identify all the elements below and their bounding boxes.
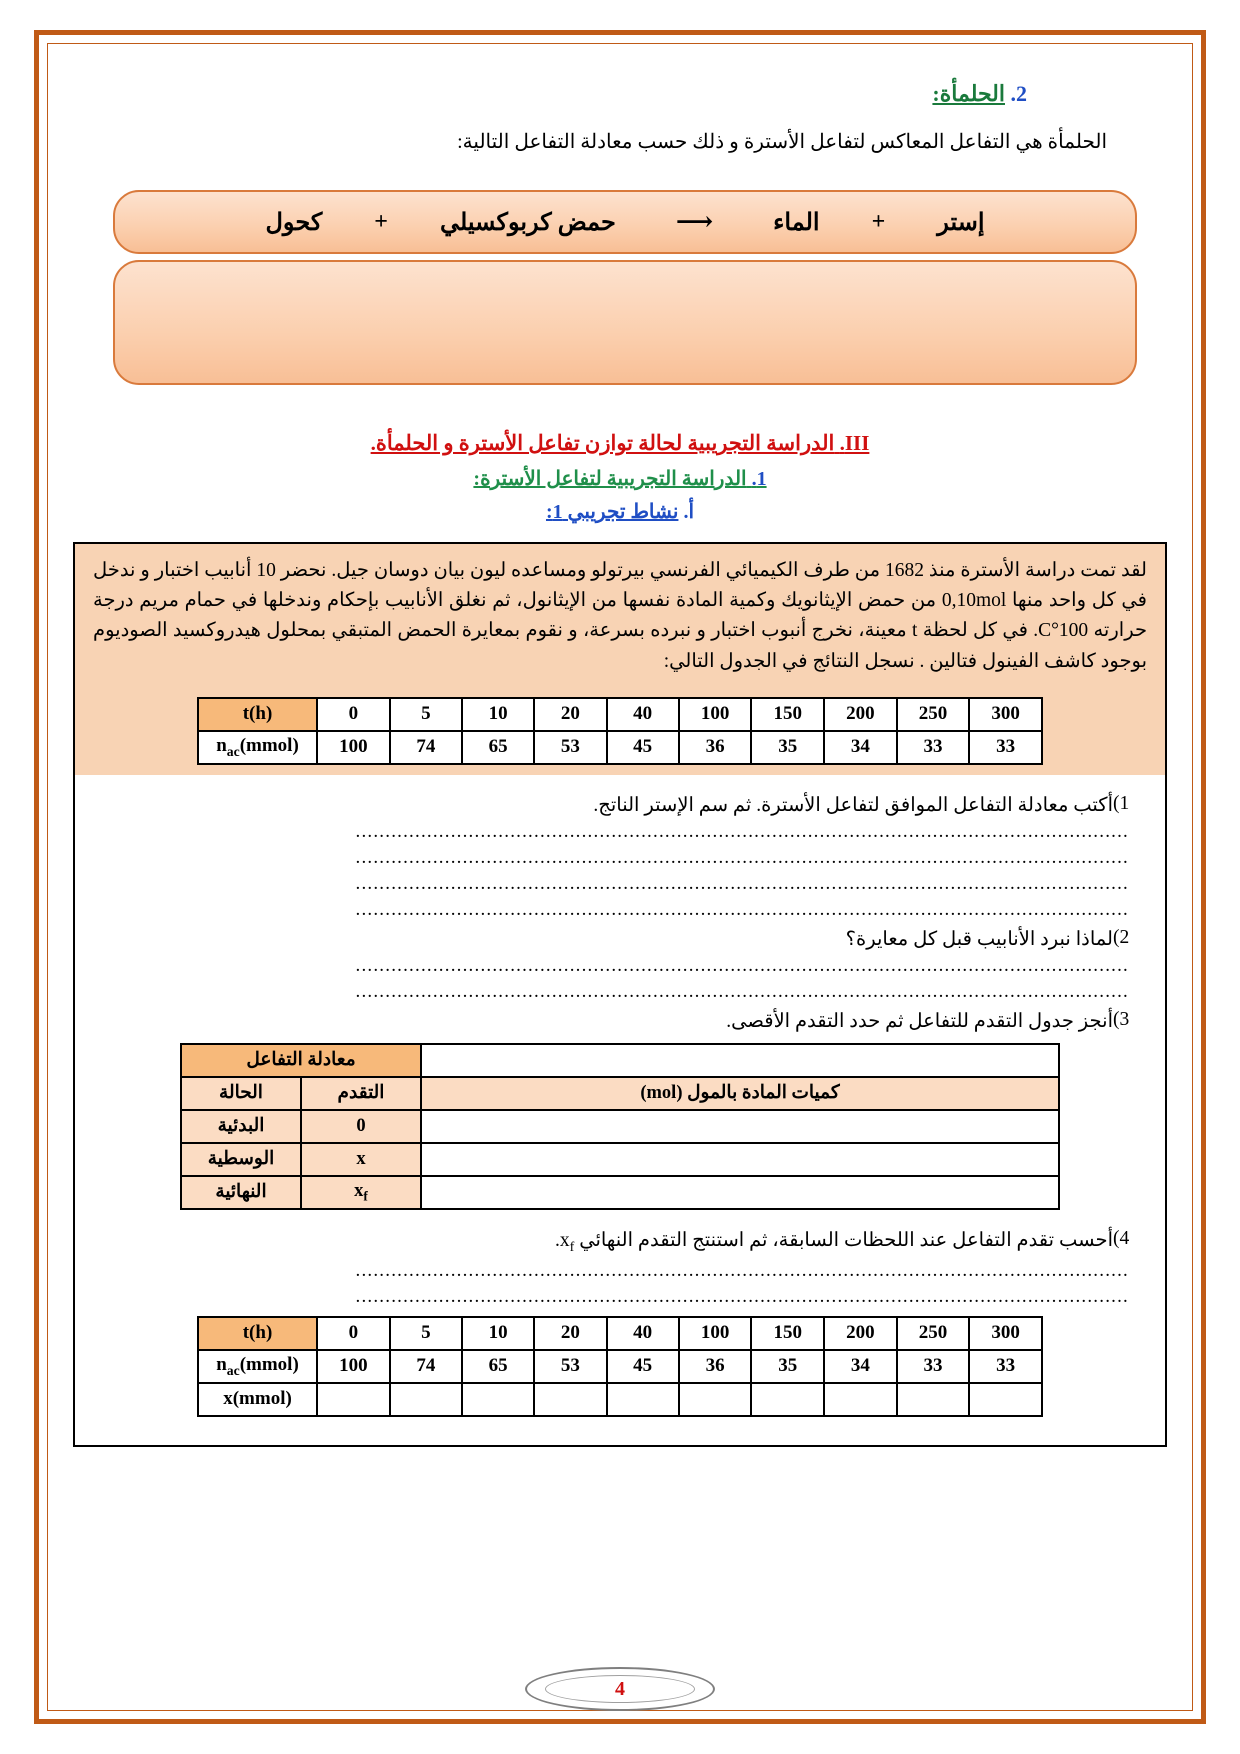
time-value: 150 (751, 1317, 824, 1350)
x-row-label: x(mmol) (198, 1383, 317, 1416)
advancement-table (180, 1043, 1060, 1210)
activity-description-area (75, 544, 1165, 691)
table-row (198, 1317, 1042, 1350)
page-number: 4 (545, 1675, 695, 1703)
equation-right-product-1: الماء (773, 209, 820, 236)
question-4-number: 4) (1113, 1227, 1130, 1249)
activity-heading (73, 499, 1167, 524)
question-3 (93, 1009, 1147, 1033)
quantities-header: كميات المادة بالمول (mol) (421, 1077, 1059, 1110)
equation-plus-2: + (871, 208, 886, 235)
nac-value: 74 (390, 731, 462, 764)
equation-plus-1: + (374, 208, 388, 235)
time-value: 40 (607, 1317, 679, 1350)
time-value: 10 (462, 1317, 534, 1350)
time-value: 100 (679, 1317, 752, 1350)
x-value[interactable] (607, 1383, 679, 1416)
section-one-heading (73, 466, 1167, 491)
reaction-equation-box (113, 190, 1137, 254)
question-1-text: أكتب معادلة التفاعل الموافق لتفاعل الأسترة. ثم سم الإستر الناتج. (593, 794, 1113, 816)
answer-line[interactable]: .................................................................................................................................. (355, 954, 1129, 976)
equation-left-reactant-1: كحول (265, 209, 323, 236)
time-value: 0 (317, 698, 390, 731)
answer-line[interactable]: .................................................................................................................................. (355, 872, 1129, 894)
time-value: 200 (824, 698, 897, 731)
nac-value: 33 (897, 1350, 970, 1383)
table-row (198, 1350, 1042, 1383)
advancement-results-table (197, 1316, 1043, 1417)
time-value: 20 (534, 1317, 606, 1350)
page-number-badge (525, 1667, 715, 1711)
nac-value: 33 (969, 731, 1042, 764)
nac-value: 74 (390, 1350, 462, 1383)
question-3-number: 3) (1113, 1008, 1130, 1030)
results-table (197, 697, 1043, 765)
question-3-text: أنجز جدول التقدم للتفاعل ثم حدد التقدم الأقصى. (726, 1010, 1113, 1032)
table-row (181, 1143, 1059, 1176)
nac-value: 45 (607, 1350, 679, 1383)
quantities-cell[interactable] (421, 1176, 1059, 1209)
x-value[interactable] (462, 1383, 534, 1416)
answer-line[interactable]: .................................................................................................................................. (355, 1285, 1129, 1307)
equation-left-reactant-2: حمض كربوكسيلي (439, 209, 616, 236)
time-value: 300 (969, 1317, 1042, 1350)
state-label: البدئية (181, 1110, 301, 1143)
x-value[interactable] (390, 1383, 462, 1416)
nac-row-label: $n_{ac}(mmol)$ (198, 731, 317, 764)
hydrolysis-heading-number: 2. (1010, 81, 1027, 106)
time-value: 20 (534, 698, 606, 731)
table-row (198, 731, 1042, 764)
state-label: الوسطية (181, 1143, 301, 1176)
nac-value: 53 (534, 1350, 606, 1383)
nac-value: 100 (317, 731, 390, 764)
answer-line[interactable]: .................................................................................................................................. (355, 820, 1129, 842)
answer-line[interactable]: .................................................................................................................................. (355, 846, 1129, 868)
time-value: 0 (317, 1317, 390, 1350)
question-1 (93, 793, 1147, 817)
time-value: 40 (607, 698, 679, 731)
nac-row-label: $n_{ac}(mmol)$ (198, 1350, 317, 1383)
table-row (198, 1383, 1042, 1416)
time-value: 200 (824, 1317, 897, 1350)
page-border (34, 30, 1206, 1724)
answer-line[interactable]: .................................................................................................................................. (355, 980, 1129, 1002)
state-header: الحالة (181, 1077, 301, 1110)
question-2-number: 2) (1113, 926, 1130, 948)
bottom-table-wrapper (93, 1316, 1147, 1429)
question-4-text: أحسب تقدم التفاعل عند اللحظات السابقة، ثم استنتج التقدم النهائي $x_f$. (555, 1229, 1113, 1255)
equation-right-product-2: إستر (937, 209, 985, 236)
time-value: 5 (390, 698, 462, 731)
nac-value: 65 (462, 1350, 534, 1383)
advance-value: 0 (301, 1110, 421, 1143)
table-row (198, 698, 1042, 731)
table-row (181, 1110, 1059, 1143)
nac-value: 34 (824, 731, 897, 764)
activity-title: نشاط تجريبي 1: (545, 501, 679, 523)
time-value: 10 (462, 698, 534, 731)
nac-value: 34 (824, 1350, 897, 1383)
section-three-title: الدراسة التجريبية لحالة توازن تفاعل الأسترة و الحلمأة. (370, 431, 835, 455)
nac-value: 33 (969, 1350, 1042, 1383)
nac-value: 100 (317, 1350, 390, 1383)
question-2-text: لماذا نبرد الأنابيب قبل كل معايرة؟ (845, 928, 1113, 950)
activity-box (73, 542, 1167, 1447)
advance-value: x (301, 1143, 421, 1176)
question-1-number: 1) (1113, 792, 1130, 814)
question-2 (93, 927, 1147, 951)
state-label: النهائية (181, 1176, 301, 1209)
quantities-cell[interactable] (421, 1110, 1059, 1143)
section-three-numeral: III. (839, 431, 870, 455)
x-value[interactable] (824, 1383, 897, 1416)
reaction-equation-answer-box (113, 260, 1137, 385)
time-row-label: t(h) (198, 1317, 317, 1350)
advancement-equation-header: معادلة التفاعل (181, 1044, 421, 1077)
nac-value: 35 (751, 731, 824, 764)
nac-value: 45 (607, 731, 679, 764)
table-row (181, 1077, 1059, 1110)
question-4 (93, 1228, 1147, 1256)
time-value: 5 (390, 1317, 462, 1350)
answer-line[interactable]: .................................................................................................................................. (355, 898, 1129, 920)
hydrolysis-heading-text: الحلمأة: (932, 81, 1005, 106)
nac-value: 33 (897, 731, 970, 764)
nac-value: 36 (679, 731, 752, 764)
activity-description-text: لقد تمت دراسة الأسترة منذ 1682 من طرف الكيميائي الفرنسي بيرتولو ومساعده ليون بيان دوسان جيل. نحضر 10 أنابيب اختبار و ندخل في كل واحد منها 0,10mol من حمض الإيثانويك وكمية المادة نفسها من الإيثانول، ثم نغلق الأنابيب بإحكام وندخلها في حمام مريم درجة حرارته 100°C. في كل لحظة t معينة، نخرج أنبوب اختبار و نبرده بسرعة، و نقوم بمعايرة الحمض المتبقي بمحلول هيدروكسيد الصوديوم بوجود كاشف الفينول فتالين . نسجل النتائج في الجدول التالي: (93, 560, 1148, 672)
x-value[interactable] (897, 1383, 970, 1416)
page-content (73, 81, 1167, 1673)
time-value: 250 (897, 698, 970, 731)
section-one-title: الدراسة التجريبية لتفاعل الأسترة: (473, 468, 747, 490)
x-value[interactable] (751, 1383, 824, 1416)
results-table-wrapper (75, 691, 1165, 775)
hydrolysis-heading (73, 81, 1167, 107)
time-value: 300 (969, 698, 1042, 731)
table-row (181, 1044, 1059, 1077)
x-value[interactable] (969, 1383, 1042, 1416)
equation-arrow-icon: ⟶ (675, 207, 714, 236)
table-row (181, 1176, 1059, 1209)
x-value[interactable] (317, 1383, 390, 1416)
x-value[interactable] (534, 1383, 606, 1416)
activity-letter: أ. (683, 501, 694, 523)
quantities-cell[interactable] (421, 1143, 1059, 1176)
time-value: 100 (679, 698, 752, 731)
section-one-number: 1. (751, 468, 767, 490)
answer-line[interactable]: .................................................................................................................................. (355, 1259, 1129, 1281)
time-value: 150 (751, 698, 824, 731)
nac-value: 53 (534, 731, 606, 764)
advance-value: $x_f$ (301, 1176, 421, 1209)
x-value[interactable] (679, 1383, 752, 1416)
time-row-label: t(h) (198, 698, 317, 731)
nac-value: 35 (751, 1350, 824, 1383)
page-number-area (39, 1667, 1201, 1711)
advance-header: التقدم (301, 1077, 421, 1110)
intro-paragraph: الحلمأة هي التفاعل المعاكس لتفاعل الأسترة و ذلك حسب معادلة التفاعل التالية: (457, 131, 1107, 153)
nac-value: 36 (679, 1350, 752, 1383)
questions-area (75, 775, 1165, 1445)
nac-value: 65 (462, 731, 534, 764)
section-three-heading (73, 431, 1167, 456)
equation-entry-cell[interactable] (421, 1044, 1059, 1077)
time-value: 250 (897, 1317, 970, 1350)
